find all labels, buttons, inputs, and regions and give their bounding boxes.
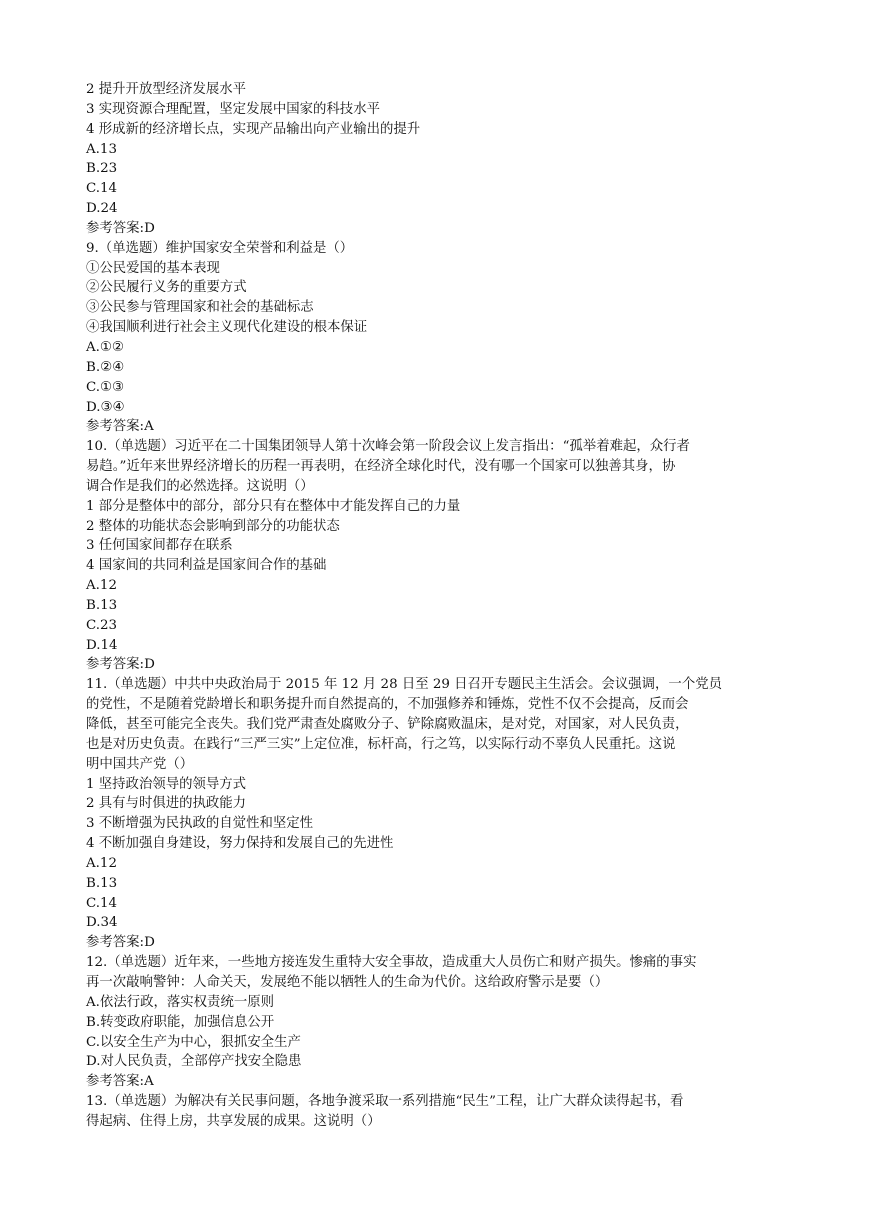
question-stem: 再一次敲响警钟：人命关天，发展绝不能以牺牲人的生命为代价。这给政府警示是要（） — [86, 974, 609, 990]
answer-option: D.24 — [86, 201, 118, 217]
reference-answer: 参考答案:D — [86, 657, 155, 673]
statement-item: 4 不断加强自身建设，努力保持和发展自己的先进性 — [86, 836, 394, 852]
answer-option: D.对人民负责，全部停产找安全隐患 — [86, 1054, 302, 1070]
statement-item: 4 形成新的经济增长点，实现产品输出向产业输出的提升 — [86, 121, 421, 137]
answer-option: A.依法行政，落实权责统一原则 — [86, 994, 275, 1010]
question-13 — [86, 1092, 786, 1132]
answer-option: C.23 — [86, 617, 118, 633]
question-12 — [86, 953, 786, 1092]
question-stem: 降低，甚至可能完全丧失。我们党严肃查处腐败分子、铲除腐败温床，是对党，对国家，对人民负责， — [86, 717, 689, 732]
question-stem: 11.（单选题）中共中央政治局于 2015 年 12 月 28 日至 29 日召开专题民主生活会。会议强调，一个党员 — [86, 677, 722, 693]
answer-option: D.34 — [86, 915, 118, 931]
statement-item: 3 任何国家间都存在联系 — [86, 538, 233, 554]
document-page — [86, 80, 786, 1132]
previous-question-continuation — [86, 80, 786, 239]
question-9 — [86, 239, 786, 437]
statement-item: ③公民参与管理国家和社会的基础标志 — [86, 300, 314, 316]
question-stem: 13.（单选题）为解决有关民事问题，各地争渡采取一系列措施“民生”工程，让广大群众读得起书，看 — [86, 1094, 684, 1110]
answer-option: B.转变政府职能，加强信息公开 — [86, 1014, 275, 1030]
question-stem: 调合作是我们的必然选择。这说明（） — [86, 478, 314, 494]
reference-answer: 参考答案:D — [86, 935, 155, 951]
answer-option: C.以安全生产为中心，狠抓安全生产 — [86, 1034, 301, 1050]
reference-answer: 参考答案:A — [86, 419, 154, 435]
statement-item: 3 不断增强为民执政的自觉性和坚定性 — [86, 816, 314, 832]
statement-item: 2 提升开放型经济发展水平 — [86, 82, 247, 97]
question-stem: 12.（单选题）近年来，一些地方接连发生重特大安全事故，造成重大人员伤亡和财产损失。惨痛的事实 — [86, 955, 697, 971]
answer-option: C.①③ — [86, 379, 125, 395]
answer-option: B.13 — [86, 597, 118, 613]
answer-option: D.③④ — [86, 399, 125, 415]
statement-item: 3 实现资源合理配置，坚定发展中国家的科技水平 — [86, 101, 380, 117]
statement-item: 1 部分是整体中的部分，部分只有在整体中才能发挥自己的力量 — [86, 498, 461, 514]
statement-item: 4 国家间的共同利益是国家间合作的基础 — [86, 558, 327, 574]
statement-item: ①公民爱国的基本表现 — [86, 260, 220, 276]
answer-option: A.13 — [86, 141, 117, 157]
answer-option: B.13 — [86, 875, 118, 891]
question-10 — [86, 437, 786, 675]
question-stem: 的党性，不是随着党龄增长和职务提升而自然提高的，不加强修养和锤炼，党性不仅不会提高，反而会 — [86, 697, 689, 713]
answer-option: A.①② — [86, 339, 124, 355]
statement-item: ④我国顺利进行社会主义现代化建设的根本保证 — [86, 320, 368, 336]
answer-option: C.14 — [86, 181, 118, 197]
question-stem: 也是对历史负责。在践行“三严三实”上定位准，标杆高，行之笃，以实际行动不辜负人民重托。这说 — [86, 736, 676, 752]
answer-option: A.12 — [86, 855, 117, 871]
answer-option: D.14 — [86, 637, 118, 653]
answer-option: A.12 — [86, 578, 117, 594]
answer-option: B.23 — [86, 161, 118, 177]
question-stem: 得起病、住得上房，共享发展的成果。这说明（） — [86, 1113, 381, 1129]
reference-answer: 参考答案:A — [86, 1074, 154, 1090]
answer-option: C.14 — [86, 895, 118, 911]
question-stem: 9.（单选题）维护国家安全荣誉和利益是（） — [86, 240, 354, 256]
statement-item: 1 坚持政治领导的领导方式 — [86, 776, 247, 792]
question-11 — [86, 675, 786, 953]
question-stem: 10.（单选题）习近平在二十国集团领导人第十次峰会第一阶段会议上发言指出：“孤举着难起，众行者 — [86, 439, 690, 455]
statement-item: ②公民履行义务的重要方式 — [86, 280, 247, 296]
reference-answer: 参考答案:D — [86, 220, 155, 236]
statement-item: 2 具有与时俱进的执政能力 — [86, 796, 247, 812]
question-stem: 明中国共产党（） — [86, 756, 194, 772]
statement-item: 2 整体的功能状态会影响到部分的功能状态 — [86, 518, 340, 534]
question-stem: 易趋。”近年来世界经济增长的历程一再表明，在经济全球化时代，没有哪一个国家可以独善其身，协 — [86, 459, 676, 475]
answer-option: B.②④ — [86, 359, 125, 375]
